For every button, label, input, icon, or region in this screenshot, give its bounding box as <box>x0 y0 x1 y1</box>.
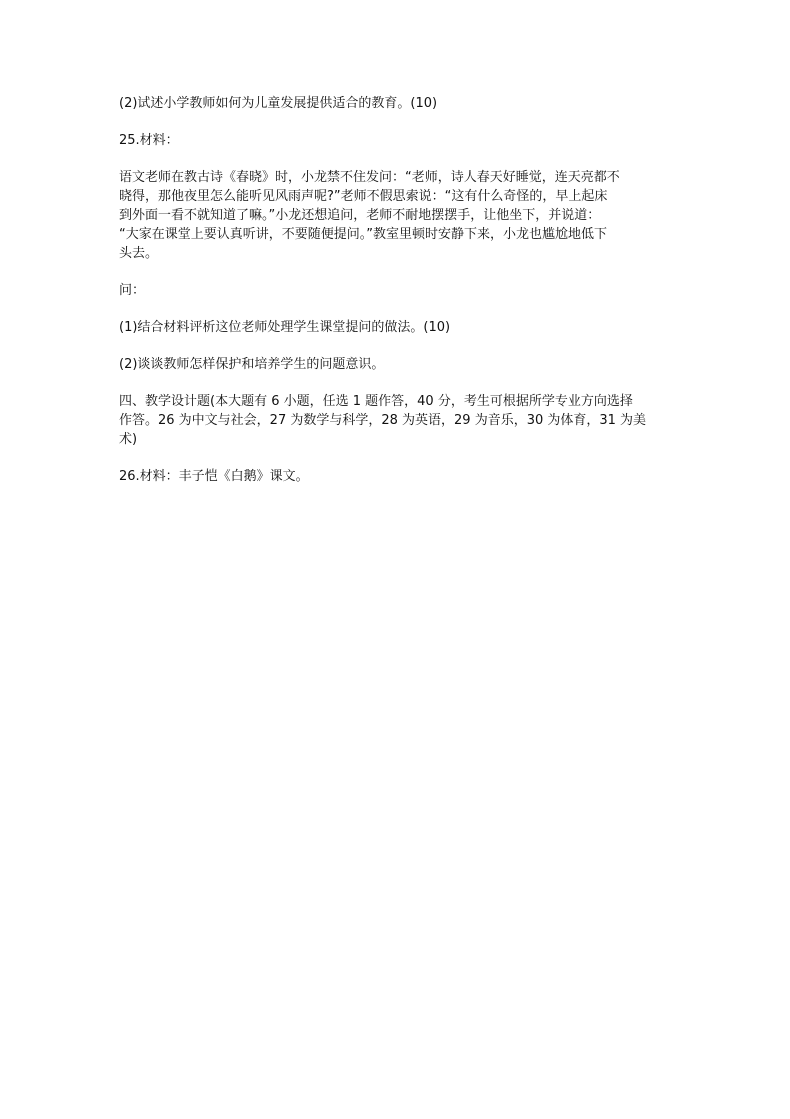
text-line: (2)试述小学教师如何为儿童发展提供适合的教育。(10) <box>119 96 438 111</box>
text-line: (1)结合材料评析这位老师处理学生课堂提问的做法。(10) <box>119 320 451 335</box>
question-25-part-2 <box>119 355 674 374</box>
text-line: 问： <box>119 283 146 298</box>
question-25-ask-label <box>119 281 674 300</box>
text-line: 作答。26 为中文与社会，27 为数学与科学，28 为英语，29 为音乐，30 为体育，31 为美 <box>119 413 647 428</box>
text-line: (2)谈谈教师怎样保护和培养学生的问题意识。 <box>119 357 385 372</box>
question-24-part-2 <box>119 94 674 113</box>
text-line: 语文老师在教古诗《春晓》时，小龙禁不住发问：“老师，诗人春天好睡觉，连天亮都不 <box>119 170 620 185</box>
text-line: 26.材料：丰子恺《白鹅》课文。 <box>119 469 309 484</box>
text-line: 术) <box>119 432 138 447</box>
text-line: 25.材料： <box>119 133 179 148</box>
question-25-material <box>119 168 674 263</box>
text-line: 晓得，那他夜里怎么能听见风雨声呢?”老师不假思索说：“这有什么奇怪的，早上起床 <box>119 189 608 204</box>
text-line: “大家在课堂上要认真听讲，不要随便提问。”教室里顿时安静下来，小龙也尴尬地低下 <box>119 227 607 242</box>
question-25-heading <box>119 131 674 150</box>
question-25-part-1 <box>119 318 674 337</box>
section-4-heading <box>119 392 674 449</box>
text-line: 四、教学设计题(本大题有 6 小题，任选 1 题作答，40 分，考生可根据所学专业方向选择 <box>119 394 633 409</box>
question-26-material <box>119 467 674 486</box>
text-line: 到外面一看不就知道了嘛。”小龙还想追问，老师不耐地摆摆手，让他坐下，并说道： <box>119 208 601 223</box>
document-body <box>119 94 674 504</box>
text-line: 头去。 <box>119 246 159 261</box>
